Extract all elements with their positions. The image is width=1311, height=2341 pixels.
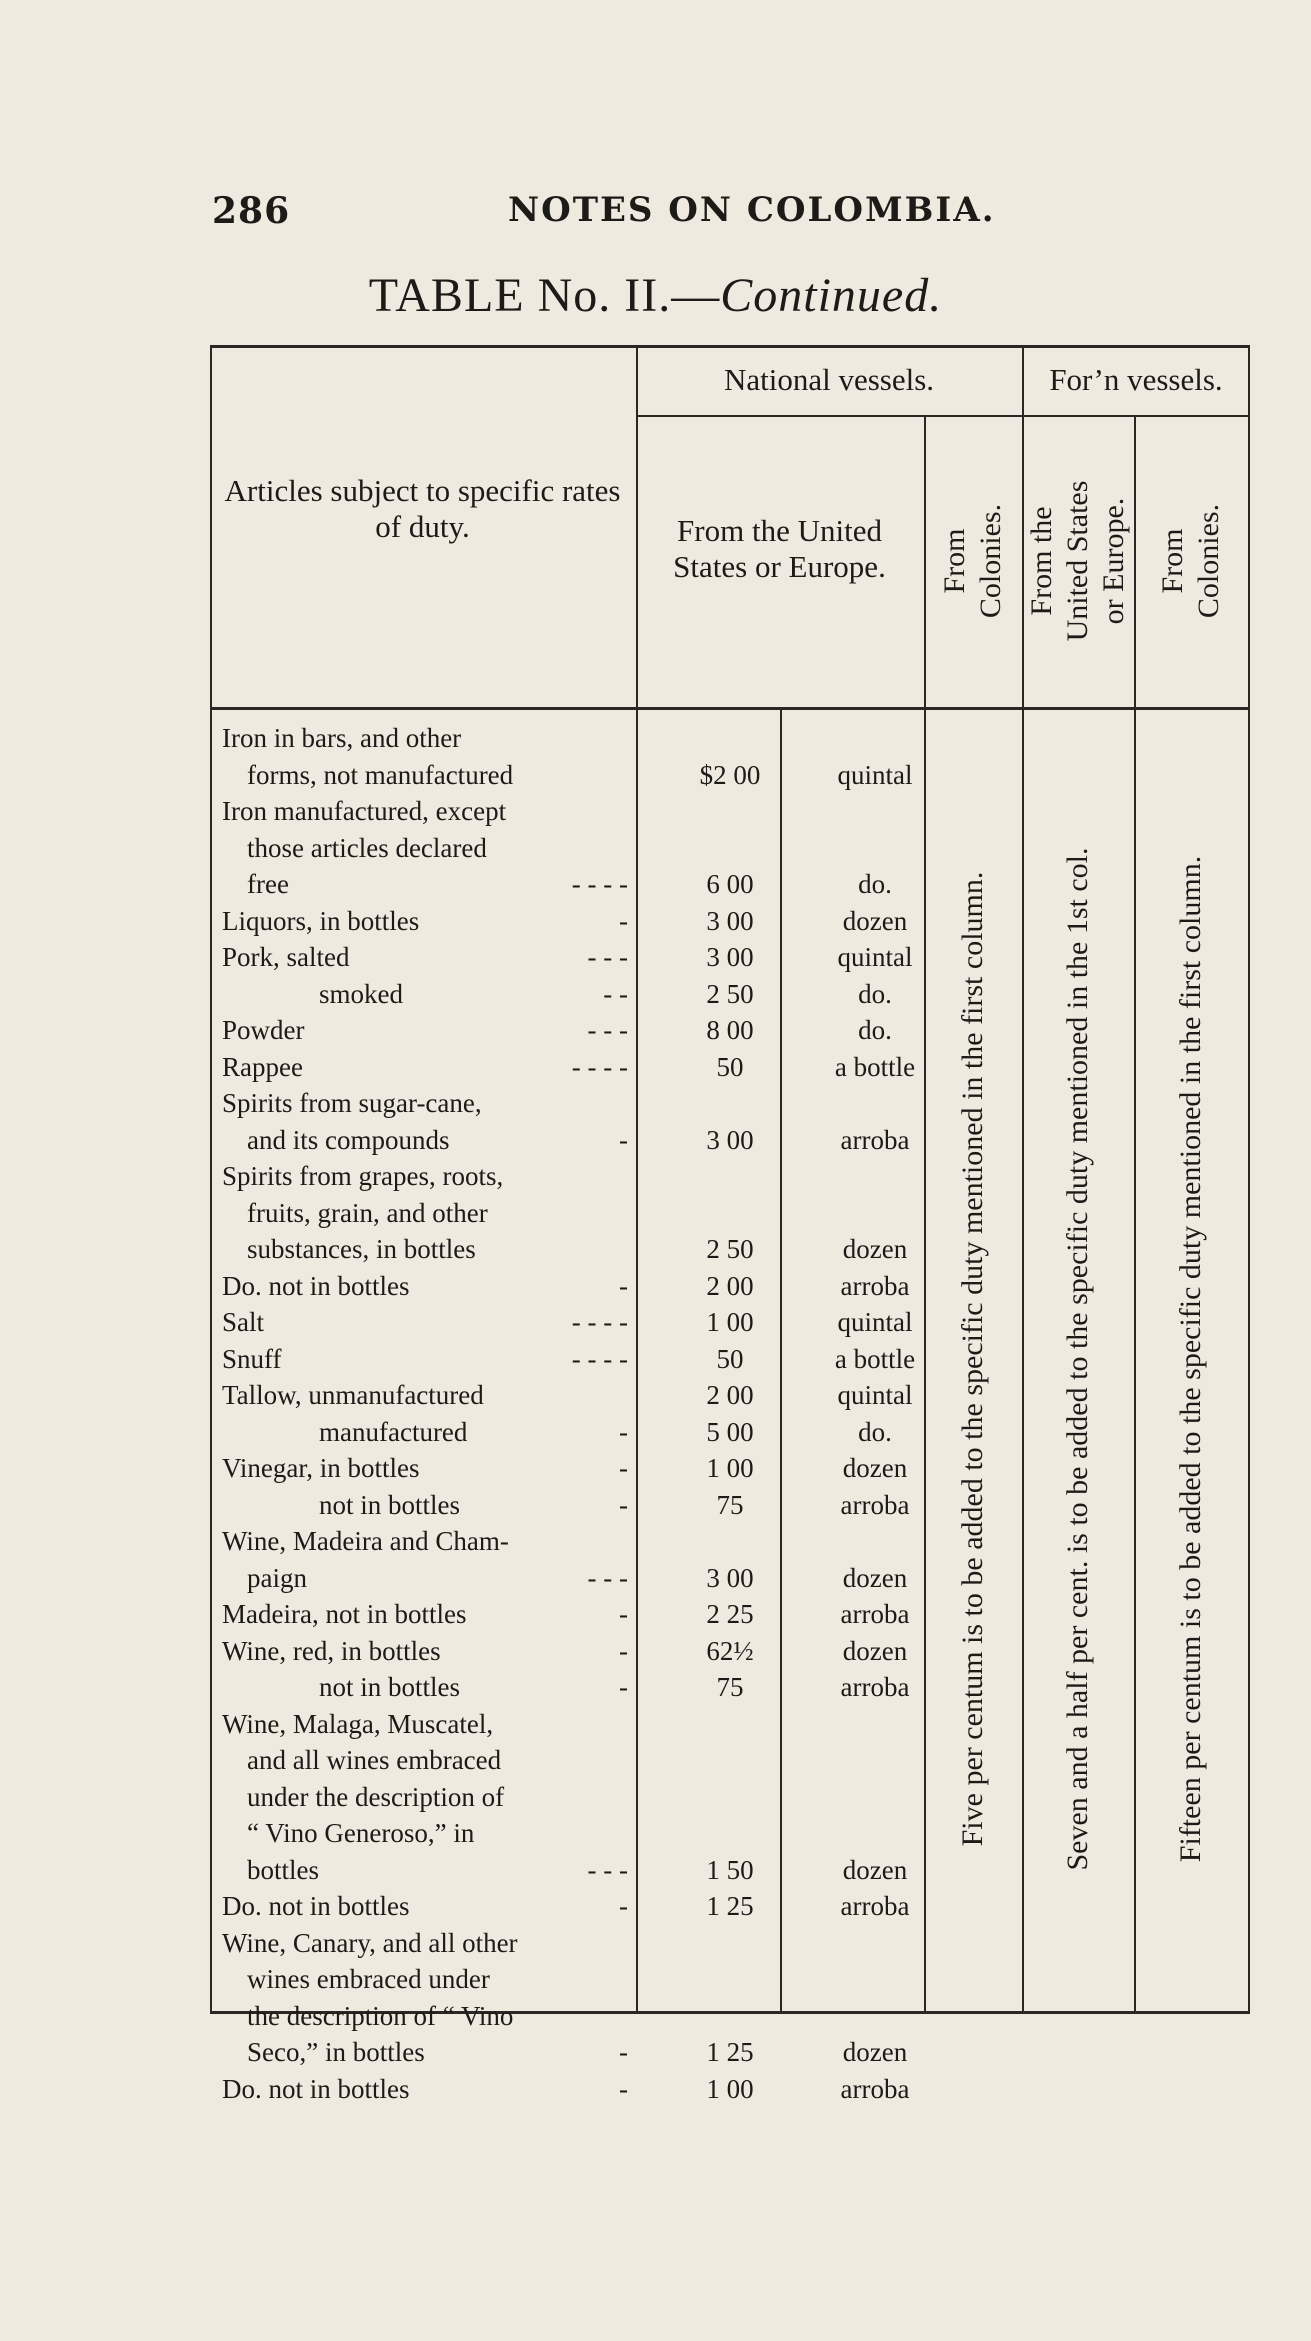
article-name: Spirits from grapes, roots, [222,1161,504,1191]
duty-unit: do. [858,869,892,899]
table-row [210,903,970,940]
article-name: smoked [319,978,403,1009]
table-row [210,1268,970,1305]
article-name: Madeira, not in bottles [222,1599,467,1629]
article-name: under the description of [247,1781,505,1812]
article-name: not in bottles [319,1489,460,1520]
leader-dashes: - [619,1891,628,1921]
table-row [210,1815,970,1852]
duty-unit: dozen [842,905,908,936]
duty-rate: 1 25 [706,1891,754,1921]
article-name: Liquors, in bottles [222,905,420,936]
article-name: free [247,869,289,899]
article-name: Salt [222,1307,265,1337]
table-row [210,1961,970,1998]
article-name: Iron manufactured, except [222,796,507,826]
table-row [210,1487,970,1524]
article-name: Snuff [222,1343,282,1374]
running-head [0,190,1311,240]
page-number: 286 [212,190,291,232]
table-row [210,1231,970,1268]
duty-rate: 3 00 [706,905,754,936]
duty-unit: dozen [842,1635,908,1666]
article-name: bottles [247,1854,319,1885]
leader-dashes: - [619,1453,628,1483]
table-row [210,1779,970,1816]
duty-unit: do. [858,978,892,1009]
duty-unit: arroba [840,1672,910,1702]
duty-rate: 62½ [706,1635,754,1666]
leader-dashes: - [619,1635,628,1666]
duty-unit: do. [858,1416,892,1447]
duty-rate: 2 00 [706,1270,754,1301]
leader-dashes: - - - - [571,869,628,899]
duty-unit: do. [858,1015,892,1045]
article-name: substances, in bottles [247,1234,476,1264]
table-body [210,720,970,2107]
article-name: the description of “ Vino [247,2000,514,2031]
duty-unit: a bottle [834,1051,916,1082]
header-foreign-from-us-europe: From the United States or Europe. [1025,480,1130,642]
duty-rate: 2 25 [706,1599,754,1629]
article-name: Do. not in bottles [222,1270,410,1301]
header-national-vessels: National vessels. [723,362,935,397]
table-row [210,830,970,867]
table-row [210,939,970,976]
leader-dashes: - [619,905,628,936]
rule-subheader [636,415,1250,417]
duty-unit: dozen [842,1854,908,1885]
duty-rate: 3 00 [706,942,754,972]
article-name: Vinegar, in bottles [222,1453,420,1483]
article-name: Seco,” in bottles [247,2037,425,2067]
article-name: Powder [222,1015,305,1045]
leader-dashes: - - - [587,1015,628,1045]
duty-unit: dozen [842,1234,908,1264]
table-row [210,1560,970,1597]
article-name: and its compounds [247,1124,450,1155]
article-name: wines embraced under [247,1964,490,1994]
duty-rate: 1 25 [706,2037,754,2067]
table-row [210,976,970,1013]
article-name: and all wines embraced [247,1745,502,1775]
table-row [210,1523,970,1560]
table-title-main: TABLE No. II.— [368,269,721,322]
duty-unit: a bottle [834,1343,916,1374]
duty-rate: 5 00 [706,1416,754,1447]
article-name: Spirits from sugar-cane, [222,1088,482,1118]
leader-dashes: - [619,1672,628,1702]
article-name: Pork, salted [222,942,350,972]
article-name: forms, not manufactured [247,759,514,790]
duty-unit: dozen [842,1562,908,1593]
duty-unit: arroba [840,1124,910,1155]
duty-rate: 75 [716,1489,744,1520]
note-foreign-us-europe: Seven and a half per cent. is to be added to the specific duty mentioned in the 1st col. [1061,847,1094,1871]
duty-rate: 1 00 [706,1453,754,1483]
duty-rate: $2 00 [699,759,761,790]
article-name: Wine, Canary, and all other [222,1927,518,1958]
rule-foreign-split [1134,415,1136,2013]
note-foreign-colonies: Fifteen per centum is to be added to the specific duty mentioned in the first column. [1174,855,1207,1863]
table-row [210,1706,970,1743]
duty-unit: dozen [842,2037,908,2067]
duty-rate: 2 50 [706,978,754,1009]
table-row [210,1669,970,1706]
table-row [210,1414,970,1451]
article-name: those articles declared [247,832,487,863]
article-name: Wine, Madeira and Cham- [222,1526,509,1556]
running-title: NOTES ON COLOMBIA. [508,190,996,230]
table-row [210,1049,970,1086]
duty-unit: arroba [840,2073,910,2104]
table-title [0,268,1311,323]
article-name: Do. not in bottles [222,2073,410,2104]
article-name: Wine, Malaga, Muscatel, [222,1708,494,1739]
duty-rate: 2 50 [706,1234,754,1264]
duty-rate: 8 00 [706,1015,754,1045]
duty-rate: 6 00 [706,869,754,899]
table-row [210,1085,970,1122]
duty-rate: 2 00 [706,1380,754,1410]
leader-dashes: - [619,1416,628,1447]
duty-rate: 1 00 [706,1307,754,1337]
table-row [210,1742,970,1779]
article-name: Do. not in bottles [222,1891,410,1921]
article-name: Iron in bars, and other [222,723,462,753]
table-row [210,1450,970,1487]
leader-dashes: - [619,1270,628,1301]
header-foreign-from-colonies: From Colonies. [1156,503,1225,619]
leader-dashes: - - - [587,1854,628,1885]
table-row [210,1596,970,1633]
table-row [210,1998,970,2035]
leader-dashes: - - - - [571,1051,628,1082]
table-row [210,720,970,757]
duty-rate: 50 [716,1051,744,1082]
duty-unit: quintal [837,942,913,972]
table-row [210,866,970,903]
table-row [210,1304,970,1341]
duty-unit: quintal [837,1307,913,1337]
leader-dashes: - [619,1599,628,1629]
article-name: not in bottles [319,1672,460,1702]
table-row [210,1341,970,1378]
table-row [210,1195,970,1232]
leader-dashes: - - - [587,942,628,972]
duty-rate: 3 00 [706,1562,754,1593]
header-from-colonies: From Colonies. [938,503,1007,619]
leader-dashes: - - - - [571,1307,628,1337]
leader-dashes: - - - [587,1562,628,1593]
table-row [210,1377,970,1414]
table-row [210,1158,970,1195]
duty-unit: arroba [840,1599,910,1629]
header-foreign-vessels: For’n vessels. [1049,362,1223,397]
rule-top [210,345,1250,348]
table-row [210,793,970,830]
duty-unit: arroba [840,1489,910,1520]
duty-unit: arroba [840,1270,910,1301]
table-row [210,1122,970,1159]
table-row [210,1852,970,1889]
leader-dashes: - - [603,978,628,1009]
article-name: Wine, red, in bottles [222,1635,441,1666]
article-name: Tallow, unmanufactured [222,1380,484,1410]
table-row [210,757,970,794]
table-row [210,1888,970,1925]
table-row [210,1633,970,1670]
duty-unit: quintal [837,759,913,790]
rule-right [1248,345,1250,2013]
leader-dashes: - [619,1489,628,1520]
table-row [210,1925,970,1962]
leader-dashes: - [619,1124,628,1155]
header-from-us-europe: From the United States or Europe. [673,513,886,584]
duty-unit: quintal [837,1380,913,1410]
note-national-colonies: Five per centum is to be added to the specific duty mentioned in the first column. [956,871,989,1847]
table-row [210,1012,970,1049]
header-articles: Articles subject to specific rates of duty. [224,473,621,544]
duty-rate: 50 [716,1343,744,1374]
table-title-continued: Continued. [720,269,943,322]
duty-rate: 1 00 [706,2073,754,2104]
rule-header-bottom [210,707,1250,710]
table-row [210,2071,970,2108]
article-name: Rappee [222,1051,303,1082]
leader-dashes: - [619,2073,628,2104]
article-name: fruits, grain, and other [247,1197,488,1228]
table-row [210,2034,970,2071]
article-name: “ Vino Generoso,” in [247,1818,475,1848]
duty-rate: 1 50 [706,1854,754,1885]
duty-table [210,345,1250,2104]
article-name: paign [247,1562,307,1593]
duty-rate: 3 00 [706,1124,754,1155]
duty-unit: arroba [840,1891,910,1921]
leader-dashes: - [619,2037,628,2067]
article-name: manufactured [319,1416,468,1447]
leader-dashes: - - - - [571,1343,628,1374]
duty-unit: dozen [842,1453,908,1483]
duty-rate: 75 [716,1672,744,1702]
